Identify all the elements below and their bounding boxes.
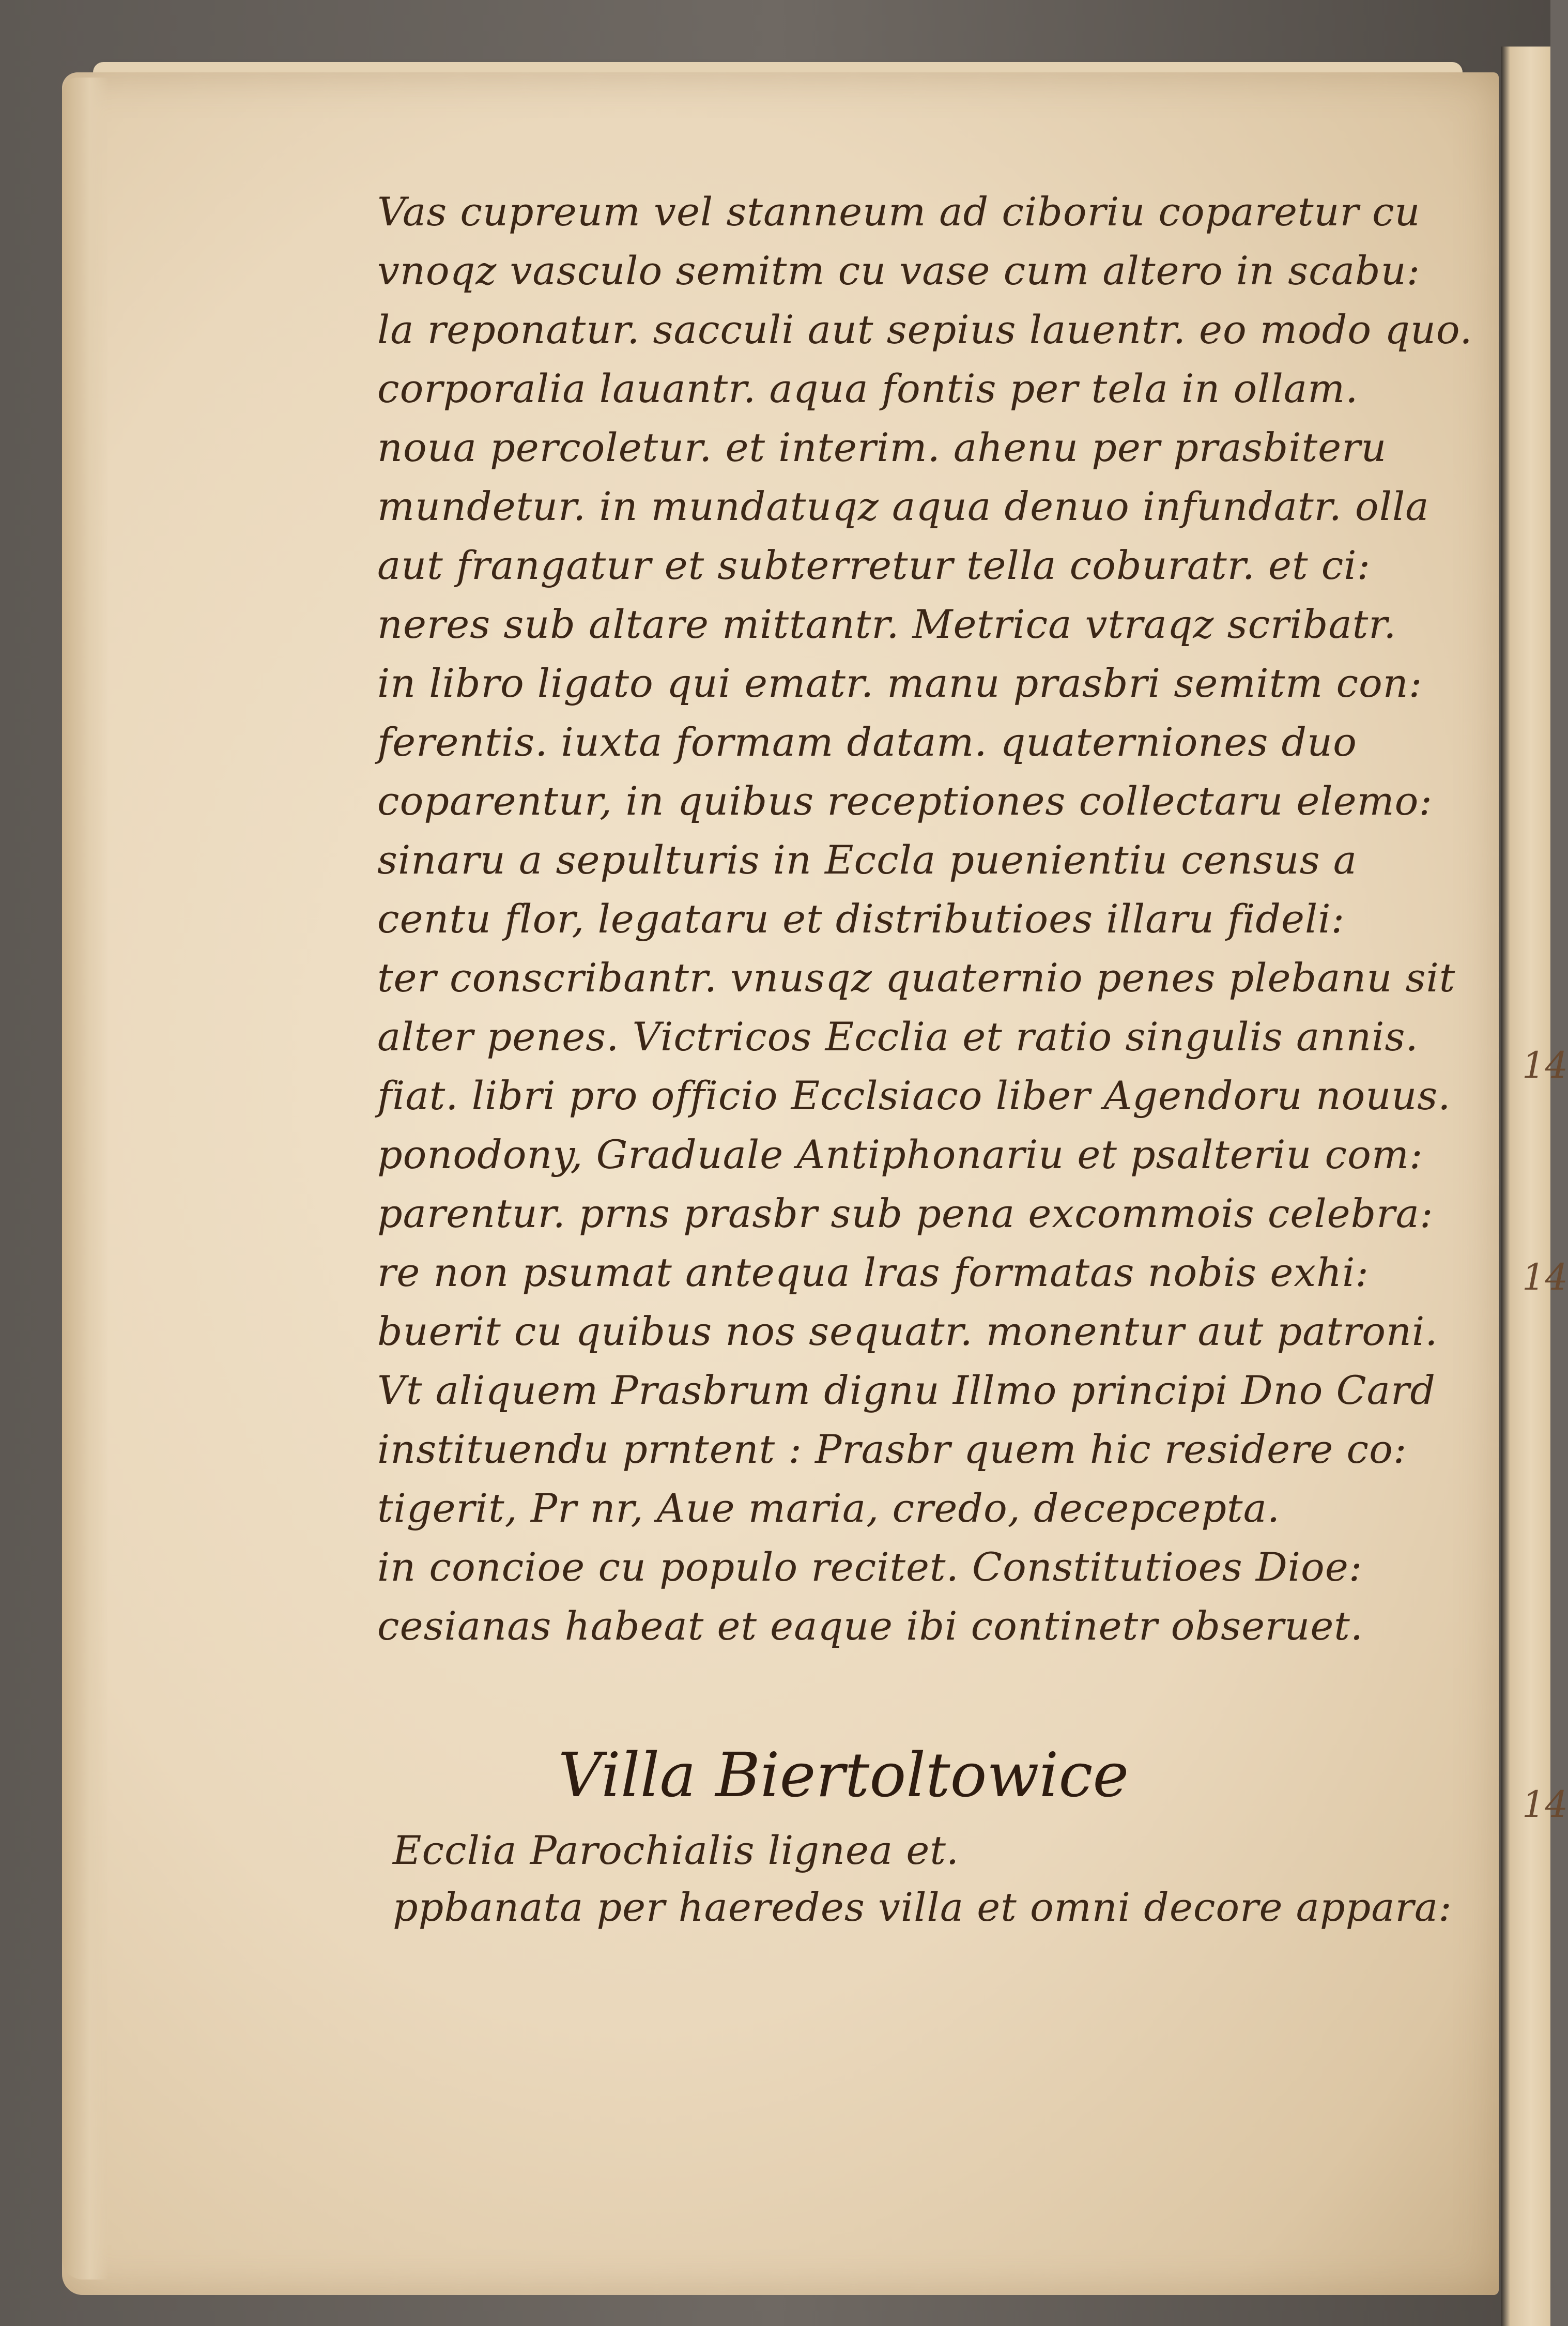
text-line: in libro ligato qui ematr. manu prasbri semitm con: xyxy=(377,660,1423,706)
text-line: noua percoletur. et interim. ahenu per prasbiteru xyxy=(377,424,1387,470)
text-line: buerit cu quibus nos sequatr. monentur aut patroni. xyxy=(377,1308,1438,1354)
text-line: coparentur, in quibus receptiones collectaru elemo: xyxy=(377,778,1433,824)
text-line: fiat. libri pro officio Ecclsiaco liber Agendoru nouus. xyxy=(377,1073,1451,1119)
text-line: vnoqz vasculo semitm cu vase cum altero in scabu: xyxy=(377,248,1421,294)
text-line: re non psumat antequa lras formatas nobis exhi: xyxy=(377,1249,1370,1295)
text-line: Vt aliquem Prasbrum dignu Illmo principi Dno Card xyxy=(377,1367,1436,1413)
margin-mark: 14 xyxy=(1522,1256,1568,1298)
text-line: corporalia lauantr. aqua fontis per tela in ollam. xyxy=(377,365,1359,411)
text-line: ppbanata per haeredes villa et omni decore appara: xyxy=(393,1884,1452,1930)
text-line: Vas cupreum vel stanneum ad ciboriu coparetur cu xyxy=(377,189,1421,235)
text-line: ferentis. iuxta formam datam. quaterniones duo xyxy=(377,719,1357,765)
text-line: cesianas habeat et eaque ibi continetr obseruet. xyxy=(377,1603,1363,1649)
text-line: alter penes. Victricos Ecclia et ratio singulis annis. xyxy=(377,1014,1419,1060)
text-line: tigerit, Pr nr, Aue maria, credo, decepcepta. xyxy=(377,1485,1281,1531)
section-heading: Villa Biertoltowice xyxy=(558,1739,1129,1811)
text-line: instituendu prntent : Prasbr quem hic residere co: xyxy=(377,1426,1407,1472)
margin-mark: 14 xyxy=(1522,1783,1568,1826)
text-line: parentur. prns prasbr sub pena excommois celebra: xyxy=(377,1190,1434,1236)
adjacent-page-edge xyxy=(1501,47,1568,2326)
text-line: mundetur. in mundatuqz aqua denuo infundatr. olla xyxy=(377,483,1429,529)
text-line: ponodony, Graduale Antiphonariu et psalteriu com: xyxy=(377,1131,1423,1177)
text-line: la reponatur. sacculi aut sepius lauentr. eo modo quo. xyxy=(377,307,1473,353)
text-line: centu flor, legataru et distributioes illaru fideli: xyxy=(377,896,1345,942)
margin-mark: 14 xyxy=(1522,1044,1568,1087)
text-line: in concioe cu populo recitet. Constitutioes Dioe: xyxy=(377,1544,1363,1590)
manuscript-text xyxy=(377,186,1473,1659)
text-line: neres sub altare mittantr. Metrica vtraqz scribatr. xyxy=(377,601,1397,647)
text-line: Ecclia Parochialis lignea et. xyxy=(393,1827,960,1873)
section-text xyxy=(393,1825,1452,1938)
text-line: ter conscribantr. vnusqz quaternio penes plebanu sit xyxy=(377,955,1456,1001)
text-line: aut frangatur et subterretur tella coburatr. et ci: xyxy=(377,542,1371,588)
text-line: sinaru a sepulturis in Eccla puenientiu census a xyxy=(377,837,1358,883)
page-binding-edge xyxy=(62,78,109,2279)
